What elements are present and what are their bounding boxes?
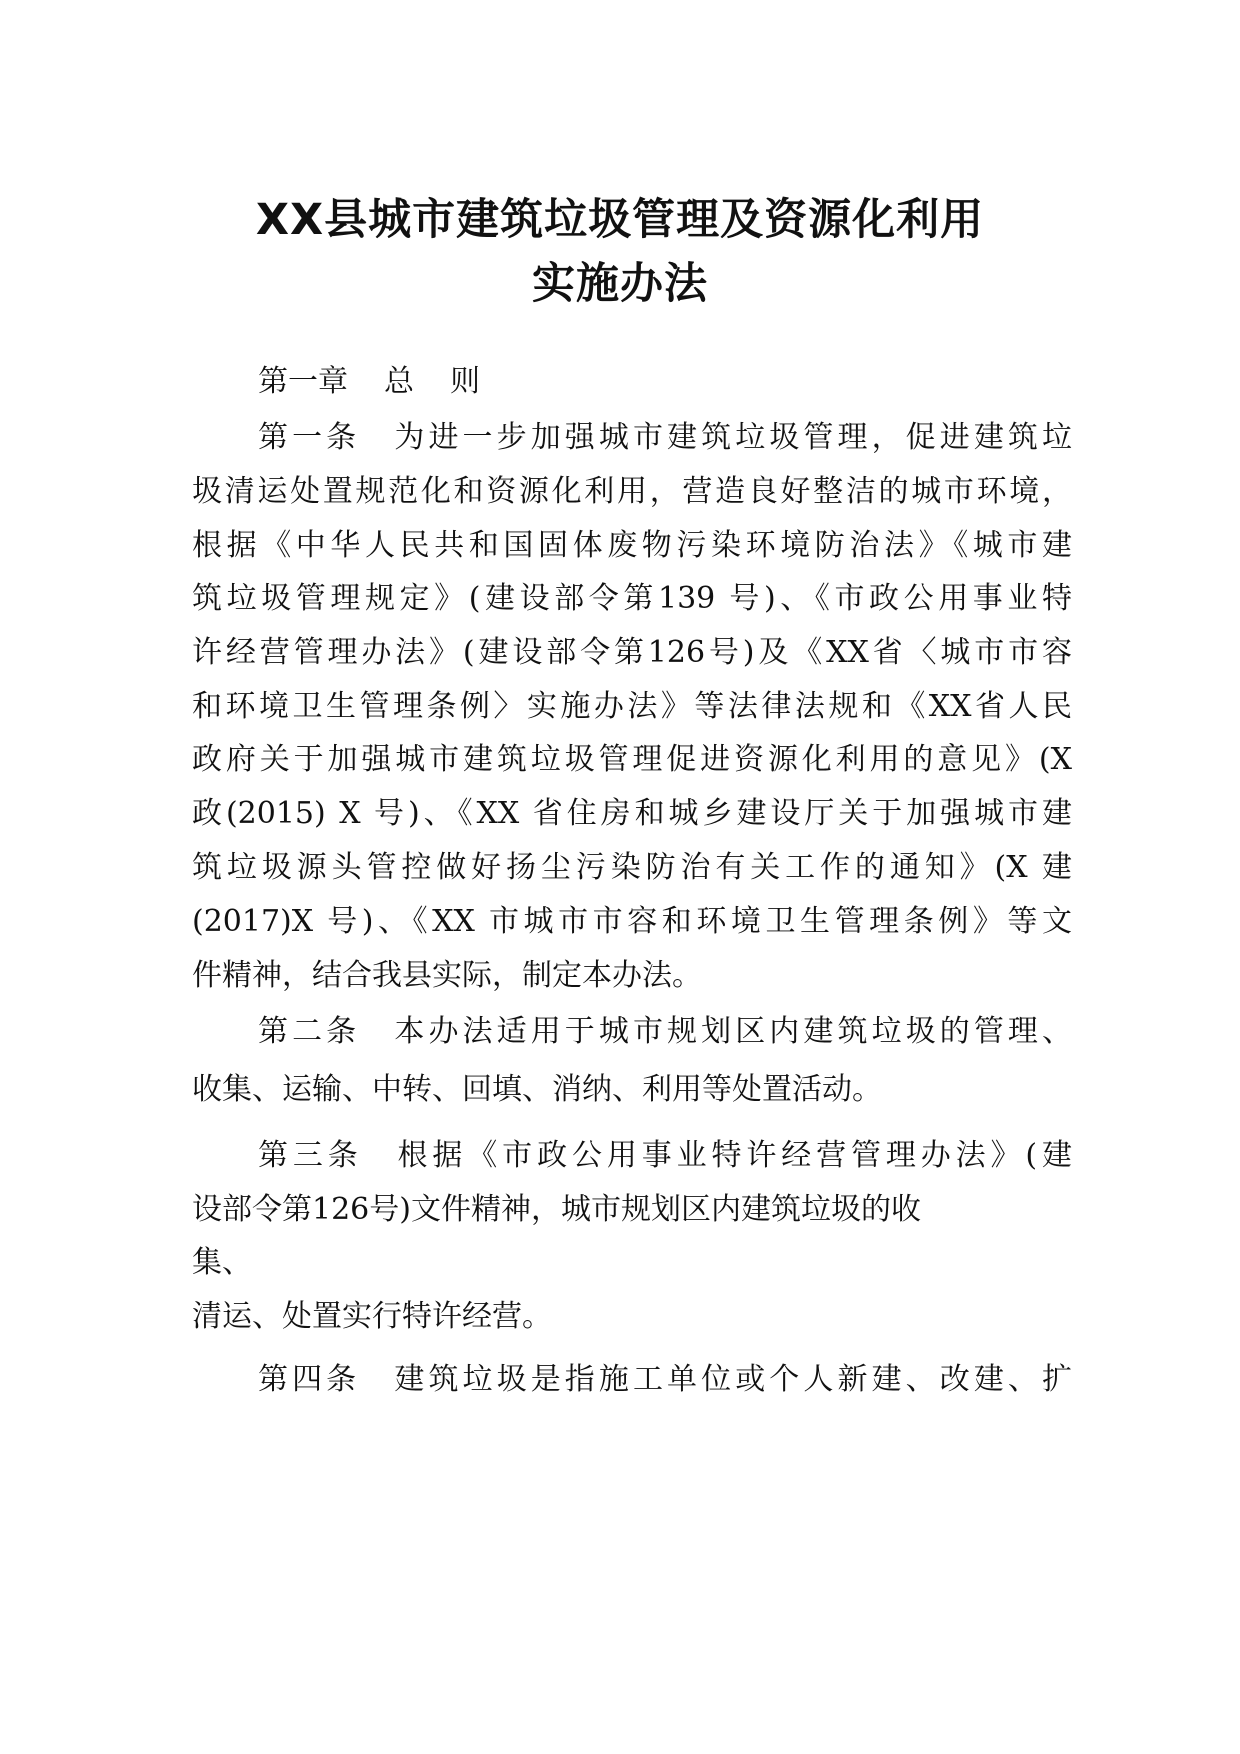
article-3-line-1: [258, 1136, 1072, 1176]
chapter-name-part-1: 总: [384, 364, 414, 399]
article-1-line-11: 件精神，结合我县实际，制定本办法。: [192, 958, 702, 993]
article-1-label: 第一条: [258, 420, 361, 455]
article-1-line-4: 筑垃圾管理规定》(建设部令第139 号)、《市政公用事业特: [192, 581, 1072, 616]
article-1-line-5: 许经营管理办法》(建设部令第126号)及《XX省〈城市市容: [192, 635, 1072, 670]
article-3-line-3: 集、: [192, 1245, 252, 1280]
article-2-label: 第二条: [258, 1014, 361, 1049]
article-1-line-10: (2017)X 号)、《XX 市城市市容和环境卫生管理条例》等文: [192, 904, 1072, 939]
article-1-line-9: 筑垃圾源头管控做好扬尘污染防治有关工作的通知》(X 建: [192, 850, 1072, 885]
article-3-line-4: 清运、处置实行特许经营。: [192, 1299, 552, 1334]
article-2-text-1: 本办法适用于城市规划区内建筑垃圾的管理、: [390, 1014, 1073, 1049]
article-3-text-1: 根据《市政公用事业特许经营管理办法》(建: [392, 1138, 1072, 1173]
article-4-text-1: 建筑垃圾是指施工单位或个人新建、改建、扩: [390, 1362, 1073, 1397]
article-1-line-6: 和环境卫生管理条例〉实施办法》等法律法规和《XX省人民: [192, 689, 1072, 724]
document-title-line-1: XX县城市建筑垃圾管理及资源化利用: [255, 195, 985, 245]
article-4-label: 第四条: [258, 1362, 361, 1397]
article-2-line-2: 收集、运输、中转、回填、消纳、利用等处置活动。: [192, 1072, 882, 1107]
document-title-line-2: 实施办法: [532, 259, 708, 309]
chapter-heading: [258, 362, 480, 402]
article-3-line-2: 设部令第126号)文件精神，城市规划区内建筑垃圾的收: [192, 1192, 921, 1227]
article-1-line-1: [258, 418, 1072, 458]
article-1-line-7: 政府关于加强城市建筑垃圾管理促进资源化利用的意见》(X: [192, 742, 1072, 777]
chapter-label: 第一章: [258, 364, 348, 399]
article-1-line-2: 圾清运处置规范化和资源化利用，营造良好整洁的城市环境，: [192, 474, 1072, 509]
article-2-line-1: [258, 1012, 1072, 1052]
article-1-text-1: 为进一步加强城市建筑垃圾管理，促进建筑垃: [390, 420, 1073, 455]
article-3-label: 第三条: [258, 1138, 363, 1173]
chapter-name-part-2: 则: [450, 364, 480, 399]
article-1-line-3: 根据《中华人民共和国固体废物污染环境防治法》《城市建: [192, 528, 1072, 563]
article-1-line-8: 政(2015) X 号)、《XX 省住房和城乡建设厅关于加强城市建: [192, 796, 1072, 831]
article-4-line-1: [258, 1360, 1072, 1400]
